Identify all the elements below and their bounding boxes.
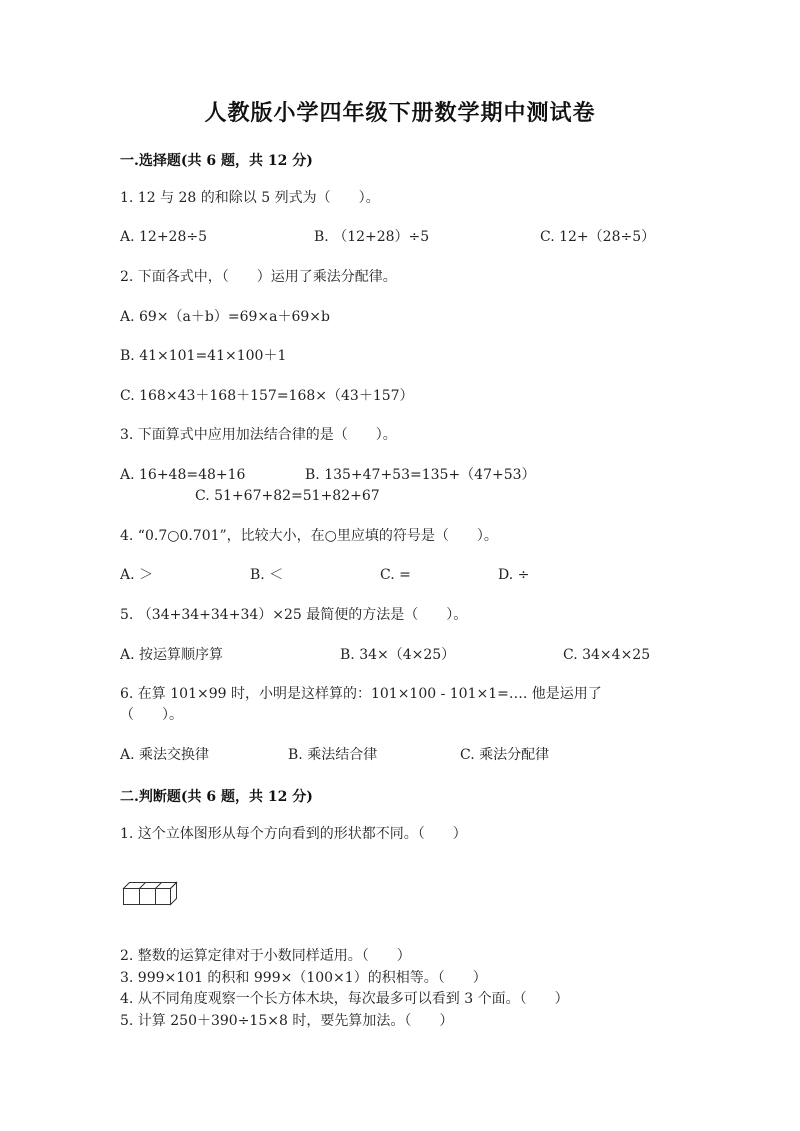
q4-option-d: D. ÷ [498,567,530,583]
q6-option-a: A. 乘法交换律 [120,747,210,763]
q4-option-b: B. ＜ [250,567,284,583]
q4-option-a: A. ＞ [120,567,154,583]
question-4: 4. “0.7○0.701”，比较大小，在○里应填的符号是（ ）。 [120,528,498,544]
q3-option-c: C. 51+67+82=51+82+67 [195,488,380,504]
q3-option-b: B. 135+47+53=135+（47+53） [305,467,536,483]
q1-option-b: B. （12+28）÷5 [314,229,430,245]
question-1: 1. 12 与 28 的和除以 5 列式为（ ）。 [120,190,380,206]
q2-option-b: B. 41×101=41×100＋1 [120,348,287,364]
q5-option-c: C. 34×4×25 [563,647,651,663]
question-2: 2. 下面各式中，（ ）运用了乘法分配律。 [120,269,397,285]
q6-option-c: C. 乘法分配律 [460,747,550,763]
question-3: 3. 下面算式中应用加法结合律的是（ ）。 [120,427,397,443]
question-6-line1: 6. 在算 101×99 时，小明是这样算的：101×100 - 101×1=…. 他是运用了 [120,686,602,702]
judgement-4: 4. 从不同角度观察一个长方体木块，每次最多可以看到 3 个面。（ ） [120,991,569,1007]
q5-option-a: A. 按运算顺序算 [120,647,224,663]
question-5: 5. （34+34+34+34）×25 最简便的方法是（ ）。 [120,607,468,623]
three-cubes-figure [122,880,178,906]
q2-option-c: C. 168×43＋168＋157=168×（43＋157） [120,388,414,404]
question-6-line2: （ ）。 [120,707,183,723]
judgement-1: 1. 这个立体图形从每个方向看到的形状都不同。（ ） [120,826,467,842]
page-title: 人教版小学四年级下册数学期中测试卷 [204,100,596,126]
judgement-2: 2. 整数的运算定律对于小数同样适用。（ ） [120,948,411,964]
q2-option-a: A. 69×（a＋b）=69×a＋69×b [120,309,330,325]
q1-option-c: C. 12+（28÷5） [540,229,656,245]
judgement-3: 3. 999×101 的积和 999×（100×1）的积相等。（ ） [120,970,487,986]
q3-option-a: A. 16+48=48+16 [120,467,246,483]
section-heading-choice: 一.选择题(共 6 题，共 12 分) [120,153,313,169]
section-heading-judgement: 二.判断题(共 6 题，共 12 分) [120,789,313,805]
q1-option-a: A. 12+28÷5 [120,229,208,245]
judgement-5: 5. 计算 250＋390÷15×8 时，要先算加法。（ ） [120,1013,454,1029]
q6-option-b: B. 乘法结合律 [288,747,378,763]
q4-option-c: C. = [380,567,411,583]
q5-option-b: B. 34×（4×25） [340,647,456,663]
